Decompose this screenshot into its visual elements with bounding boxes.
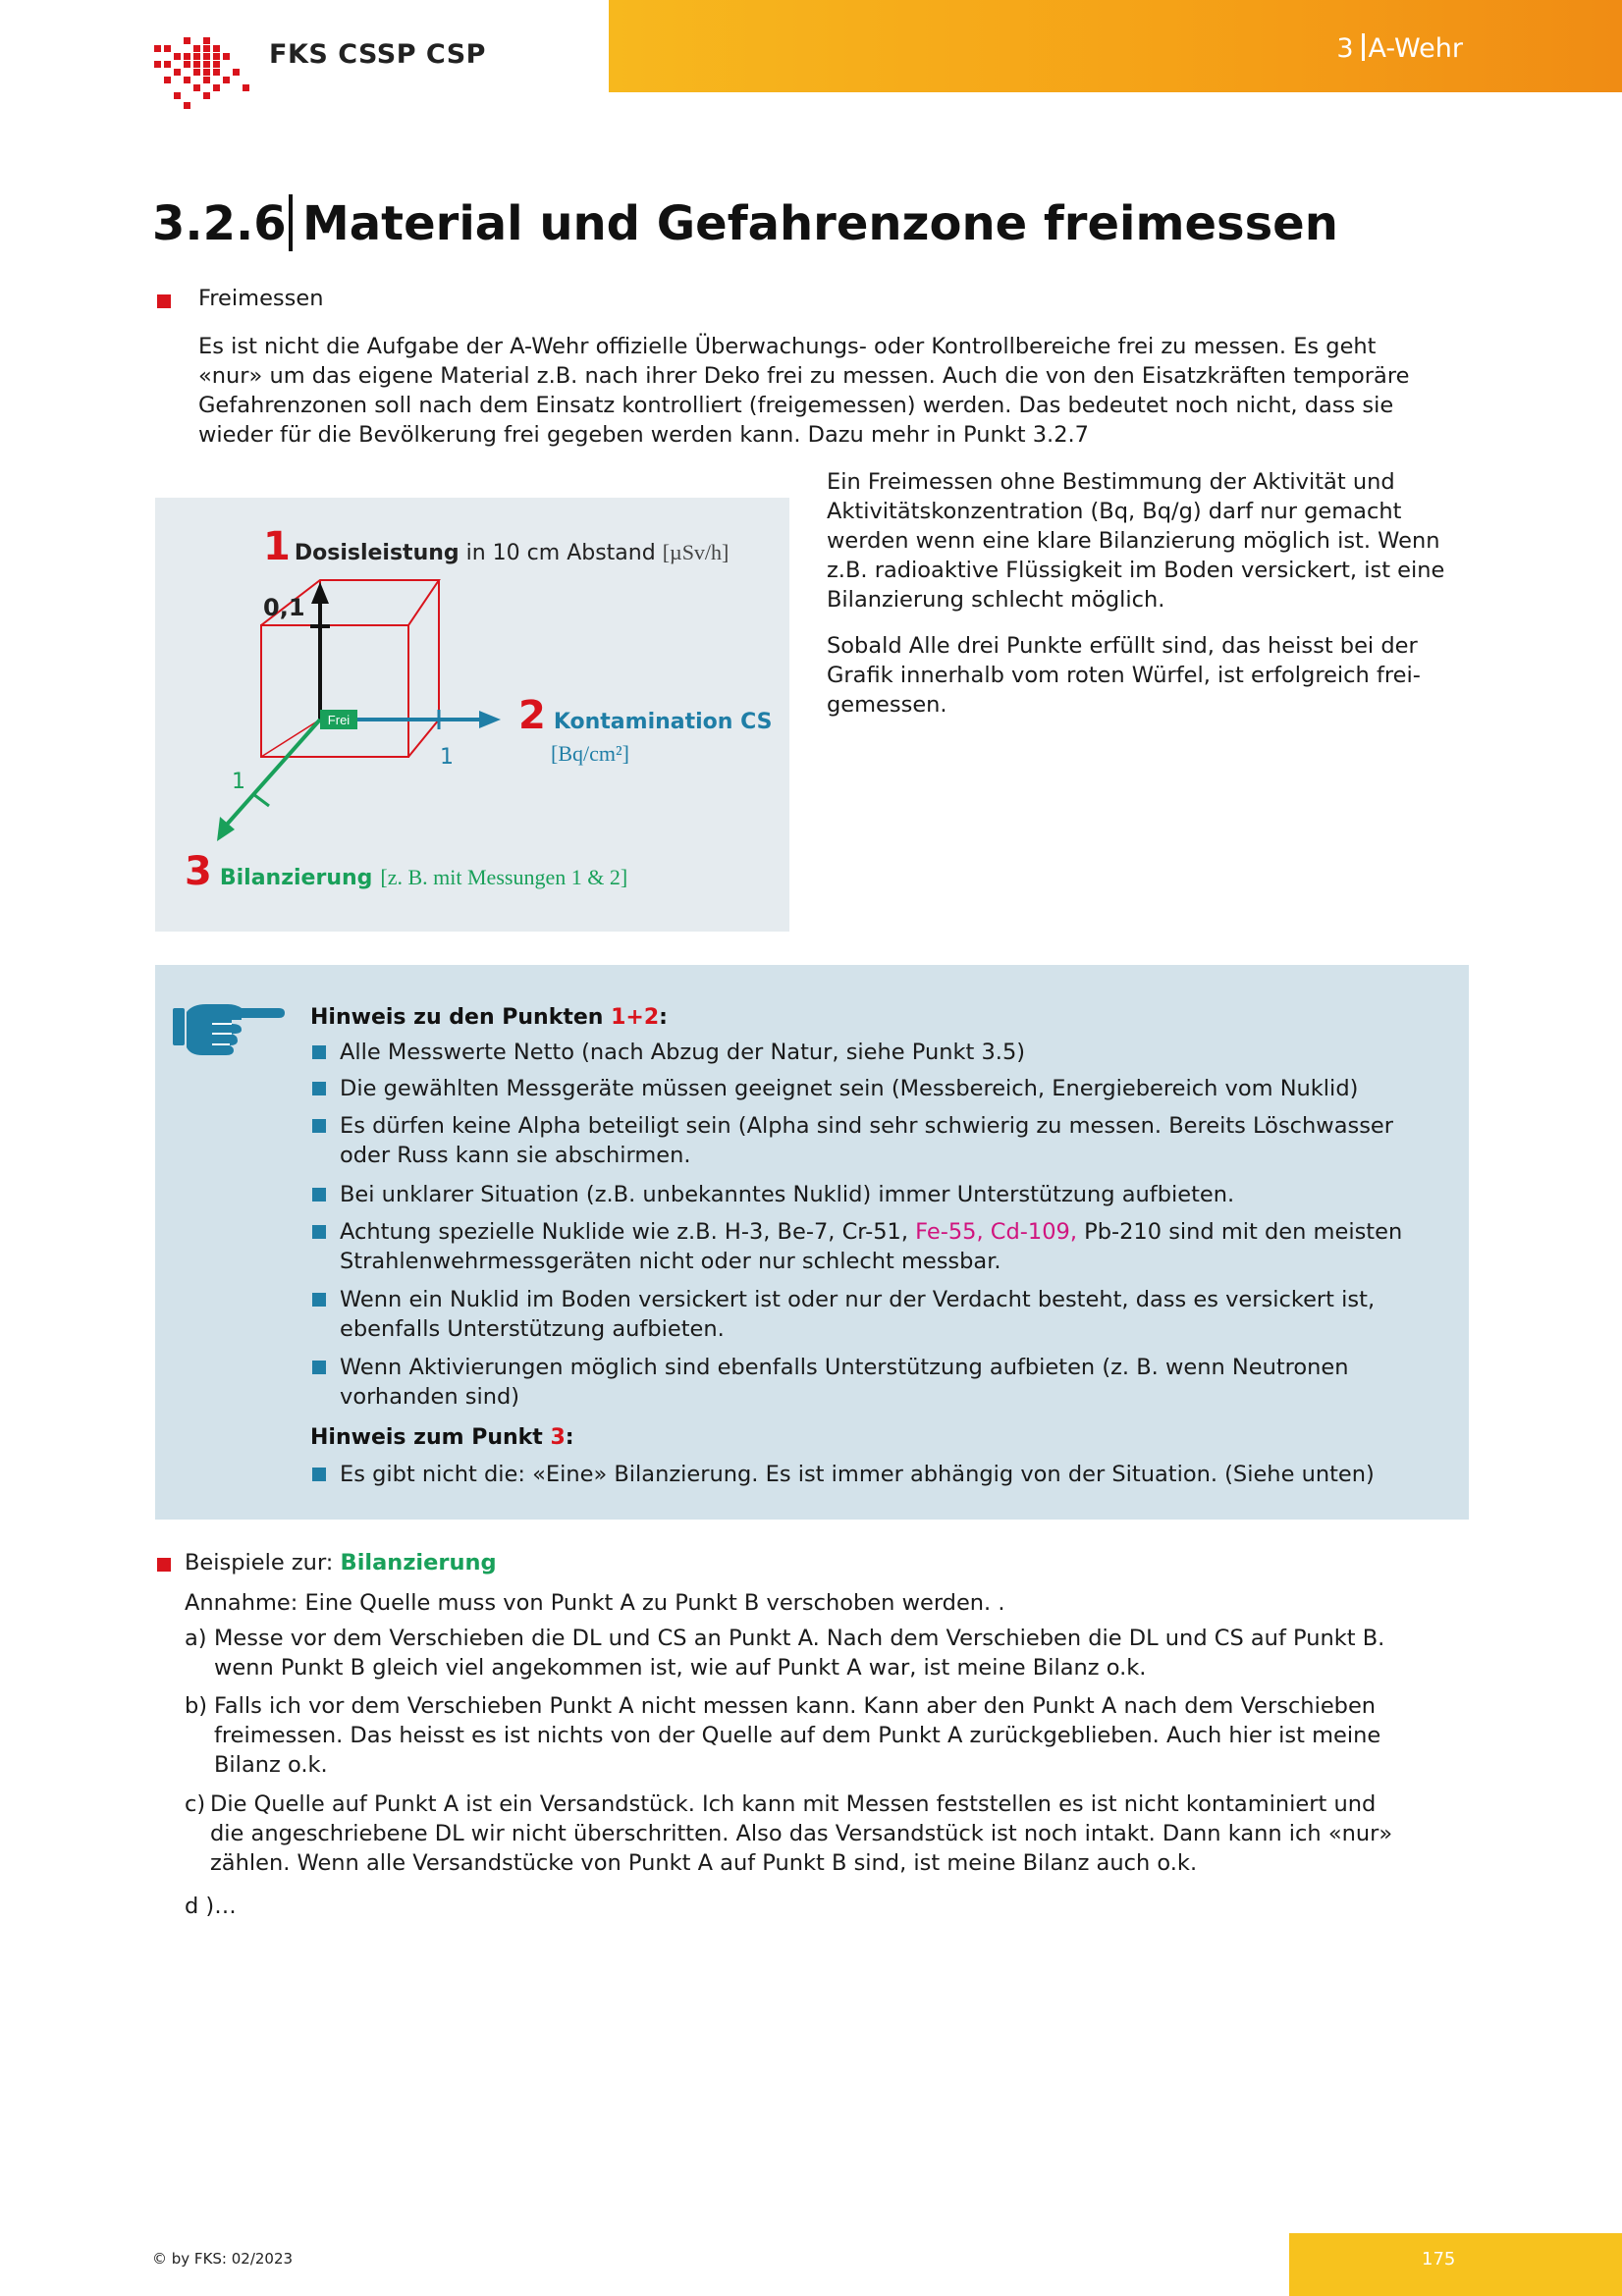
hint-heading-text: Hinweis zum Punkt	[310, 1425, 551, 1450]
text-line: Grafik innerhalb vom roten Würfel, ist erfolgreich frei-	[827, 663, 1421, 688]
axis1-label: Dosisleistung	[294, 541, 460, 565]
axis1-title	[263, 524, 729, 569]
hint-item-line: Strahlenwehrmessgeräten nicht oder nur schlecht messbar.	[340, 1249, 1001, 1274]
axis3-title	[185, 849, 627, 894]
axis1-label-rest: in 10 cm Abstand	[459, 541, 663, 565]
bullet-square	[312, 1293, 326, 1307]
intro-line: Gefahrenzonen soll nach dem Einsatz kontrolliert (freigemessen) werden. Das bedeutet noch nicht, dass sie	[198, 393, 1394, 418]
axis1-unit: [µSv/h]	[662, 540, 730, 564]
hint-item-line: vorhanden sind)	[340, 1384, 520, 1410]
example-label: b)	[185, 1693, 208, 1719]
chapter-label	[1336, 33, 1463, 64]
example-label: c)	[185, 1791, 206, 1817]
example-line: …	[214, 1894, 237, 1919]
example-label: d )	[185, 1894, 215, 1919]
hint-item	[340, 1180, 1449, 1209]
origin-label: Frei	[327, 713, 351, 727]
footer-page-band	[1289, 2233, 1622, 2296]
hint-item-line: Alle Messwerte Netto (nach Abzug der Natur, siehe Punkt 3.5)	[340, 1040, 1026, 1065]
bullet-square	[312, 1188, 326, 1201]
axis-balance-tick	[253, 794, 269, 806]
page-title: Material und Gefahrenzone freimessen	[302, 196, 1338, 251]
axis3-tick-label: 1	[232, 770, 245, 794]
text-line: Sobald Alle drei Punkte erfüllt sind, das heisst bei der	[827, 633, 1418, 659]
freimessen-cube-diagram	[155, 498, 789, 932]
title-divider	[289, 194, 293, 251]
hint-item-line: Die gewählten Messgeräte müssen geeignet sein (Messbereich, Energiebereich vom Nuklid)	[340, 1076, 1359, 1101]
section-number: 3.2.6	[152, 196, 287, 251]
hint-item	[340, 1353, 1449, 1412]
example-line: wenn Punkt B gleich viel angekommen ist, wie auf Punkt A war, ist meine Bilanz o.k.	[214, 1655, 1147, 1681]
hint-heading-colon: :	[659, 1005, 668, 1030]
hint-heading-point-3	[310, 1425, 574, 1450]
chapter-separator	[1362, 33, 1365, 61]
example-label: a)	[185, 1626, 207, 1651]
hint-item-text: Achtung spezielle Nuklide wie z.B. H-3, Be-7, Cr-51,	[340, 1219, 916, 1245]
bullet-square	[312, 1119, 326, 1133]
axis2-number: 2	[518, 693, 546, 738]
intro-paragraph	[198, 332, 1471, 450]
examples-heading-highlight: Bilanzierung	[340, 1550, 497, 1575]
text-line: gemessen.	[827, 692, 947, 718]
bullet-square	[157, 294, 171, 308]
axis3-number: 3	[185, 849, 212, 894]
chapter-title: A-Wehr	[1368, 33, 1463, 64]
axis-contamination-arrowhead	[479, 711, 501, 728]
text-line: z.B. radioaktive Flüssigkeit im Boden versickert, ist eine	[827, 558, 1445, 583]
example-line: Messe vor dem Verschieben die DL und CS an Punkt A. Nach dem Verschieben die DL und CS auf Punkt B.	[214, 1626, 1385, 1651]
hint-heading-highlight: 1+2	[611, 1005, 660, 1030]
axis2-label: Kontamination CS	[553, 710, 773, 734]
axis3-unit: [z. B. mit Messungen 1 & 2]	[380, 865, 628, 889]
example-line: Bilanz o.k.	[214, 1752, 328, 1778]
right-paragraph-1	[827, 467, 1471, 614]
bullet-square	[312, 1045, 326, 1059]
hint-item-line: Bei unklarer Situation (z.B. unbekanntes Nuklid) immer Unterstützung aufbieten.	[340, 1182, 1235, 1207]
hint-item-line: ebenfalls Unterstützung aufbieten.	[340, 1316, 725, 1342]
pointing-hand-icon	[173, 998, 285, 1055]
example-line: zählen. Wenn alle Versandstücke von Punkt A auf Punkt B sind, ist meine Bilanz auch o.k.	[210, 1850, 1198, 1876]
axis3-label: Bilanzierung	[219, 866, 373, 890]
bullet-square	[312, 1361, 326, 1374]
example-item	[210, 1789, 1432, 1878]
example-item-d	[185, 1892, 237, 1921]
hint-item-text: Pb-210 sind mit den meisten	[1076, 1219, 1403, 1245]
hint-item: Es gibt nicht die: «Eine» Bilanzierung. Es ist immer abhängig von der Situation. (Siehe unten)	[340, 1462, 1375, 1487]
hint-item-highlight: Fe-55, Cd-109,	[915, 1219, 1077, 1245]
hint-heading-highlight: 3	[550, 1425, 566, 1450]
axis2-tick-label: 1	[440, 745, 454, 770]
examples-assumption: Annahme: Eine Quelle muss von Punkt A zu Punkt B verschoben werden. .	[185, 1590, 1005, 1616]
example-line: Die Quelle auf Punkt A ist ein Versandstück. Ich kann mit Messen feststellen es ist nicht kontaminiert und	[210, 1791, 1377, 1817]
text-line: werden wenn eine klare Bilanzierung möglich ist. Wenn	[827, 528, 1440, 554]
axis1-tick-label: 0,1	[263, 594, 305, 621]
hint-item	[340, 1038, 1449, 1067]
example-line: die angeschriebene DL wir nicht überschritten. Also das Versandstück ist noch intakt. Dann kann ich «nur»	[210, 1821, 1393, 1846]
examples-heading	[185, 1550, 497, 1575]
hint-item	[340, 1111, 1449, 1170]
example-line: Falls ich vor dem Verschieben Punkt A nicht messen kann. Kann aber den Punkt A nach dem Verschieben	[214, 1693, 1377, 1719]
text-line: Ein Freimessen ohne Bestimmung der Aktivität und	[827, 469, 1395, 495]
intro-line: «nur» um das eigene Material z.B. nach ihrer Deko frei zu messen. Auch die von den Eisatzkräften temporäre	[198, 363, 1410, 389]
bullet-square	[157, 1558, 171, 1572]
hint-item	[340, 1285, 1449, 1344]
example-item	[214, 1691, 1432, 1780]
bullet-square	[312, 1082, 326, 1095]
hint-heading-colon: :	[565, 1425, 574, 1450]
hint-item-line: Es dürfen keine Alpha beteiligt sein (Alpha sind sehr schwierig zu messen. Bereits Löschwasser	[340, 1113, 1394, 1139]
chapter-number: 3	[1336, 33, 1354, 64]
brand-name: FKS CSSP CSP	[269, 39, 486, 70]
hint-item-line	[340, 1217, 1449, 1247]
section-heading: Freimessen	[198, 286, 324, 311]
intro-line: wieder für die Bevölkerung frei gegeben werden kann. Dazu mehr in Punkt 3.2.7	[198, 422, 1089, 448]
text-line: Bilanzierung schlecht möglich.	[827, 587, 1165, 613]
intro-line: Es ist nicht die Aufgabe der A-Wehr offizielle Überwachungs- oder Kontrollbereiche frei zu messen. Es geht	[198, 334, 1377, 359]
fks-logo-icon	[152, 35, 265, 114]
hint-heading-text: Hinweis zu den Punkten	[310, 1005, 612, 1030]
bullet-square	[312, 1468, 326, 1481]
footer-copyright: © by FKS: 02/2023	[152, 2250, 294, 2268]
axis1-number: 1	[263, 524, 291, 569]
example-item	[214, 1624, 1432, 1682]
bullet-square	[312, 1225, 326, 1239]
axis2-title	[518, 693, 773, 738]
hint-item	[340, 1074, 1449, 1103]
axis2-unit: [Bq/cm²]	[551, 741, 629, 766]
hint-heading-points-1-2	[310, 1005, 668, 1030]
hint-item-line: Wenn ein Nuklid im Boden versickert ist oder nur der Verdacht besteht, dass es versickert ist,	[340, 1287, 1376, 1312]
examples-heading-text: Beispiele zur:	[185, 1550, 341, 1575]
right-paragraph-2	[827, 631, 1471, 720]
hint-item-line: oder Russ kann sie abschirmen.	[340, 1143, 691, 1168]
page-number: 175	[1422, 2249, 1456, 2269]
chapter-header-band	[609, 0, 1622, 92]
hint-item-line: Wenn Aktivierungen möglich sind ebenfalls Unterstützung aufbieten (z. B. wenn Neutronen	[340, 1355, 1349, 1380]
hint-item	[340, 1217, 1449, 1276]
text-line: Aktivitätskonzentration (Bq, Bq/g) darf nur gemacht	[827, 499, 1402, 524]
example-line: freimessen. Das heisst es ist nichts von der Quelle auf dem Punkt A zurückgeblieben. Auch hier ist meine	[214, 1723, 1381, 1748]
